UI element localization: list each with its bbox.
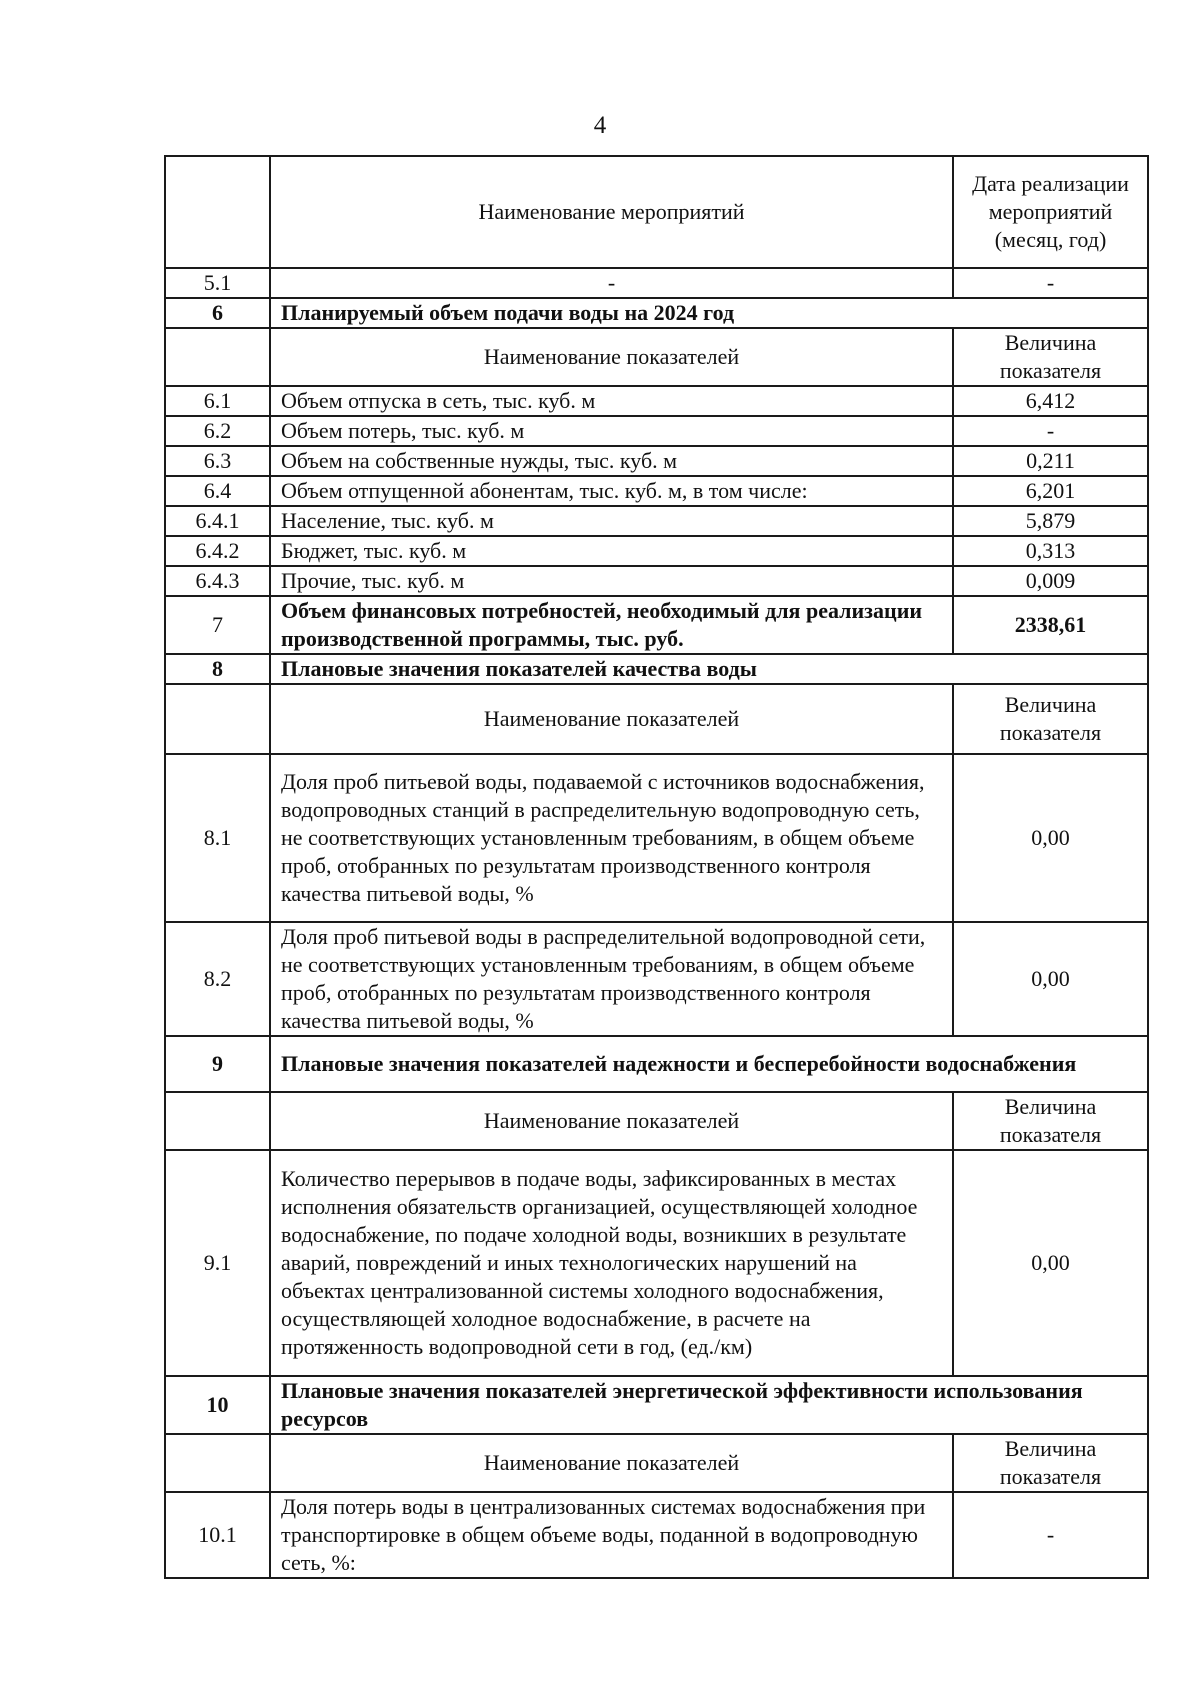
section-number: 6 — [165, 298, 270, 328]
indicators-header-row — [165, 684, 1148, 754]
table-row — [165, 754, 1148, 922]
row-name: - — [270, 268, 953, 298]
section-7-row — [165, 596, 1148, 654]
table-row — [165, 1150, 1148, 1376]
measures-header-row — [165, 156, 1148, 268]
row-value: 0,009 — [953, 566, 1148, 596]
section-6-row — [165, 298, 1148, 328]
indicators-header-row — [165, 1092, 1148, 1150]
table-row — [165, 1492, 1148, 1578]
header-num-cell — [165, 328, 270, 386]
row-number: 8.2 — [165, 922, 270, 1036]
row-name: Доля потерь воды в централизованных системах водоснабжения при транспортировке в общем объеме воды, поданной в водопроводную сеть, %: — [270, 1492, 953, 1578]
row-name: Население, тыс. куб. м — [270, 506, 953, 536]
row-value: 0,313 — [953, 536, 1148, 566]
row-name: Объем на собственные нужды, тыс. куб. м — [270, 446, 953, 476]
header-num-cell — [165, 1092, 270, 1150]
section-number: 10 — [165, 1376, 270, 1434]
row-name: Доля проб питьевой воды в распределительной водопроводной сети, не соответствующих установленным требованиям, в общем объеме проб, отобранных по результатам производственного контроля качества питьевой воды, % — [270, 922, 953, 1036]
row-name: Объем отпущенной абонентам, тыс. куб. м, в том числе: — [270, 476, 953, 506]
row-number: 6.1 — [165, 386, 270, 416]
section-number: 8 — [165, 654, 270, 684]
section-9-row — [165, 1036, 1148, 1092]
row-number: 10.1 — [165, 1492, 270, 1578]
row-value: 5,879 — [953, 506, 1148, 536]
row-value: - — [953, 416, 1148, 446]
measures-name-header: Наименование мероприятий — [270, 156, 953, 268]
indicators-header-row — [165, 328, 1148, 386]
row-name: Объем отпуска в сеть, тыс. куб. м — [270, 386, 953, 416]
table-row — [165, 416, 1148, 446]
row-number: 6.3 — [165, 446, 270, 476]
table-row — [165, 922, 1148, 1036]
indicators-header-row — [165, 1434, 1148, 1492]
section-title: Плановые значения показателей качества воды — [270, 654, 1148, 684]
row-number: 6.4.3 — [165, 566, 270, 596]
indicator-name-header: Наименование показателей — [270, 684, 953, 754]
row-number: 6.2 — [165, 416, 270, 446]
indicator-value-header: Величина показателя — [953, 1092, 1148, 1150]
row-name: Прочие, тыс. куб. м — [270, 566, 953, 596]
row-number: 5.1 — [165, 268, 270, 298]
row-value: - — [953, 1492, 1148, 1578]
section-title: Объем финансовых потребностей, необходимый для реализации производственной программы, тыс. руб. — [270, 596, 953, 654]
section-title: Плановые значения показателей надежности и бесперебойности водоснабжения — [270, 1036, 1148, 1092]
row-name: Бюджет, тыс. куб. м — [270, 536, 953, 566]
header-num-cell — [165, 156, 270, 268]
table-row — [165, 506, 1148, 536]
financial-total-value: 2338,61 — [953, 596, 1148, 654]
table-row — [165, 566, 1148, 596]
row-number: 6.4 — [165, 476, 270, 506]
indicator-value-header: Величина показателя — [953, 328, 1148, 386]
section-title: Планируемый объем подачи воды на 2024 год — [270, 298, 1148, 328]
row-value: 0,00 — [953, 922, 1148, 1036]
section-10-row — [165, 1376, 1148, 1434]
table-row — [165, 446, 1148, 476]
row-number: 9.1 — [165, 1150, 270, 1376]
section-number: 9 — [165, 1036, 270, 1092]
indicator-value-header: Величина показателя — [953, 684, 1148, 754]
section-number: 7 — [165, 596, 270, 654]
row-value: 6,412 — [953, 386, 1148, 416]
row-number: 6.4.1 — [165, 506, 270, 536]
row-number: 8.1 — [165, 754, 270, 922]
header-num-cell — [165, 1434, 270, 1492]
measures-date-header: Дата реализации мероприятий (месяц, год) — [953, 156, 1148, 268]
row-value: 6,201 — [953, 476, 1148, 506]
program-table — [164, 155, 1149, 1579]
indicator-name-header: Наименование показателей — [270, 1434, 953, 1492]
row-name: Количество перерывов в подаче воды, зафиксированных в местах исполнения обязательств организацией, осуществляющей холодное водоснабжение, по подаче холодной воды, возникших в результате аварий, повреждений и иных технологических нарушений на объектах централизованной системы холодного водоснабжения, осуществляющей холодное водоснабжение, в расчете на протяженность водопроводной сети в год, (ед./км) — [270, 1150, 953, 1376]
table-row — [165, 268, 1148, 298]
row-name: Доля проб питьевой воды, подаваемой с источников водоснабжения, водопроводных станций в распределительную водопроводную сеть, не соответствующих установленным требованиям, в общем объеме проб, отобранных по результатам производственного контроля качества питьевой воды, % — [270, 754, 953, 922]
row-value: 0,00 — [953, 754, 1148, 922]
indicator-name-header: Наименование показателей — [270, 1092, 953, 1150]
indicator-value-header: Величина показателя — [953, 1434, 1148, 1492]
indicator-name-header: Наименование показателей — [270, 328, 953, 386]
row-name: Объем потерь, тыс. куб. м — [270, 416, 953, 446]
table-row — [165, 476, 1148, 506]
section-8-row — [165, 654, 1148, 684]
section-title: Плановые значения показателей энергетической эффективности использования ресурсов — [270, 1376, 1148, 1434]
table-row — [165, 386, 1148, 416]
row-value: 0,211 — [953, 446, 1148, 476]
row-value: 0,00 — [953, 1150, 1148, 1376]
row-value: - — [953, 268, 1148, 298]
page-number: 4 — [593, 112, 607, 139]
header-num-cell — [165, 684, 270, 754]
table-row — [165, 536, 1148, 566]
row-number: 6.4.2 — [165, 536, 270, 566]
